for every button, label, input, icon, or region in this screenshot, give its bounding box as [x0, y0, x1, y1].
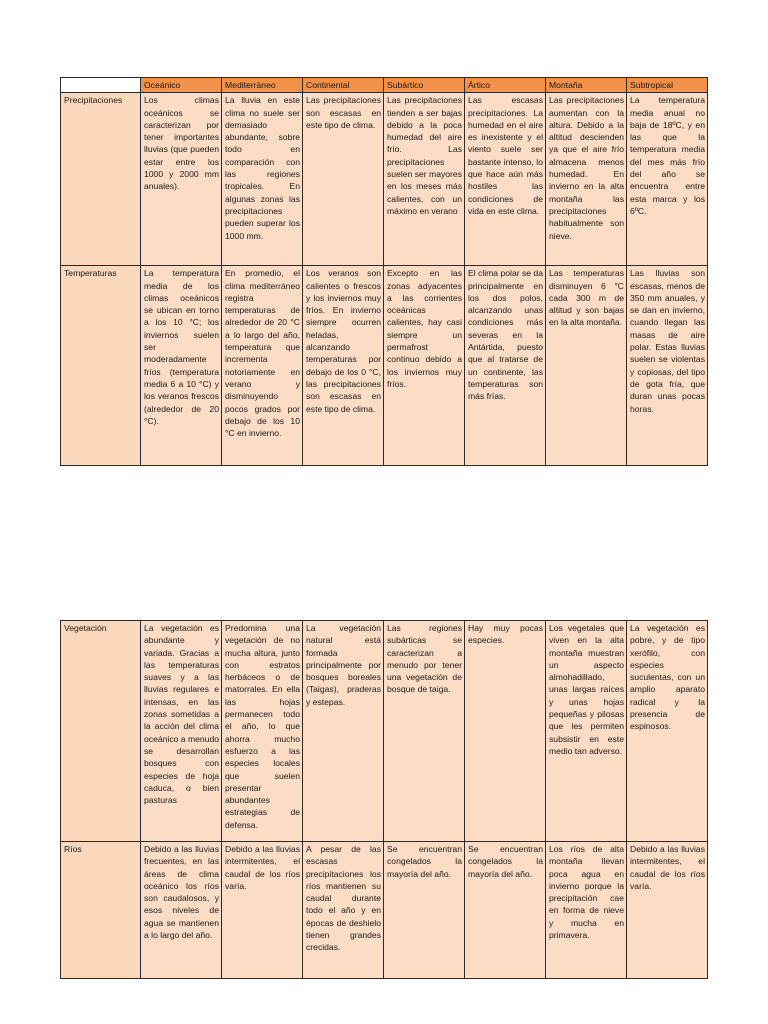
- table-cell: La vegetación natural está formada principalmente por bosques boreales (Taigas), praderas y estepas.: [303, 621, 384, 842]
- climate-table-top: [60, 77, 708, 466]
- table-cell: Los veranos son calientes o frescos y los inviernos muy fríos. En invierno siempre ocurren heladas, alcanzando temperaturas por debajo de los 0 °C, las precipitaciones son escasas en este tipo de clima.: [303, 266, 384, 466]
- table-cell: Se encuentran congelados la mayoría del año.: [465, 842, 546, 979]
- table-cell: Los climas oceánicos se caracterizan por tener importantes lluvias (que pueden estar entre los 1000 y 2000 mm anuales).: [141, 93, 222, 266]
- table-cell: Las escasas precipitaciones. La humedad en el aire es inexistente y el viento suele ser bastante intenso, lo que hace aún más hostiles las condiciones de vida en este clima.: [465, 93, 546, 266]
- table-cell: Debido a las lluvias intermitentes, el caudal de los ríos varía.: [222, 842, 303, 979]
- table-cell: Hay muy pocas especies.: [465, 621, 546, 842]
- table-cell: Las precipitaciones tienden a ser bajas debido a la poca humedad del aire frío. Las precipitaciones suelen ser mayores en los meses más calientes, con un máximo en verano: [384, 93, 465, 266]
- table-cell: Debido a las lluvias frecuentes, en las áreas de clima oceánico los ríos son caudalosos, y esos niveles de agua se mantienen a lo largo del año.: [141, 842, 222, 979]
- climate-table-bottom: [60, 620, 708, 979]
- table-cell: A pesar de las escasas precipitaciones los ríos mantienen su caudal durante todo el año y en épocas de deshielo tienen grandes crecidas.: [303, 842, 384, 979]
- table-cell: En promedio, el clima mediterráneo registra temperaturas de alrededor de 20 °C a lo largo del año, temperatura que incrementa notoriamente en verano y disminuyendo pocos grados por debajo de los 10 °C en invierno.: [222, 266, 303, 466]
- table-cell: Las lluvias son escasas, menos de 350 mm anuales, y se dan en invierno, cuando llegan las masas de aire polar. Estas lluvias suelen se violentas y copiosas, del tipo de gota fría, que duran unas pocas horas.: [627, 266, 708, 466]
- column-header-subartico: Subártico: [384, 78, 465, 93]
- table-cell: La lluvia en este clima no suele ser demasiado abundante, sobre todo en comparación con las regiones tropicales. En algunas zonas las precipitaciones pueden superar los 1000 mm.: [222, 93, 303, 266]
- table-cell: La vegetación es abundante y variada. Gracias a las temperaturas suaves y a las lluvias regulares e intensas, en las zonas sometidas a la acción del clima oceánico a menudo se desarrollan bosques con especies de hoja caduca, o bien pasturas: [141, 621, 222, 842]
- table-cell: Se encuentran congelados la mayoría del año.: [384, 842, 465, 979]
- header-row: [61, 78, 708, 93]
- table-cell: Las precipitaciones son escasas en este tipo de clima.: [303, 93, 384, 266]
- table-cell: La vegetación es pobre, y de tipo xerófilo, con especies suculentas, con un amplio aparato radical y la presencia de espinosos.: [627, 621, 708, 842]
- table-cell: Los vegetales que viven en la alta montaña muestran un aspecto almohadillado, unas largas raíces y unas hojas pequeñas y pilosas que les permiten subsistir en este medio tan adverso.: [546, 621, 627, 842]
- table-cell: Predomina una vegetación de no mucha altura, junto con estratos herbáceos o de matorrales. En ella las hojas permanecen todo el año, lo que ahorra mucho esfuerzo a las especies locales que suelen presentar abundantes estrategias de defensa.: [222, 621, 303, 842]
- table-cell: Las temperaturas disminuyen 6 °C cada 300 m de altitud y son bajas en la alta montaña.: [546, 266, 627, 466]
- table-cell: Las precipitaciones aumentan con la altura. Debido a la altitud descienden ya que el aire frío almacena menos humedad. En invierno en la alta montaña las precipitaciones habitualmente son nieve.: [546, 93, 627, 266]
- column-header-oceanico: Oceánico: [141, 78, 222, 93]
- table-cell: Las regiones subárticas se caracterizan a menudo por tener una vegetación de bosque de taiga.: [384, 621, 465, 842]
- table-cell: La temperatura media anual no baja de 18ºC, y en las que la temperatura media del mes más frío del año se encuentra entre esta marca y los 6ºC.: [627, 93, 708, 266]
- row-header-temperaturas: Temperaturas: [61, 266, 141, 466]
- row-header-vegetacion: Vegetación: [61, 621, 141, 842]
- row-header-rios: Ríos: [61, 842, 141, 979]
- table-row: [61, 621, 708, 842]
- column-header-mediterraneo: Mediterráneo: [222, 78, 303, 93]
- table-cell: Los ríos de alta montaña llevan poca agua en invierno porque la precipitación cae en forma de nieve y mucha en primavera.: [546, 842, 627, 979]
- table-row: [61, 93, 708, 266]
- table-cell: Excepto en las zonas adyacentes a las corrientes oceánicas calientes, hay casi siempre un permafrost continuo debido a los inviernos muy fríos.: [384, 266, 465, 466]
- column-header-artico: Ártico: [465, 78, 546, 93]
- column-header-continental: Continental: [303, 78, 384, 93]
- table-row: [61, 266, 708, 466]
- table-cell: La temperatura media de los climas oceánicos se ubican en torno a los 10 °C; los inviernos suelen ser moderadamente fríos (temperatura media 6 a 10 °C) y los veranos frescos (alrededor de 20 °C).: [141, 266, 222, 466]
- table-row: [61, 842, 708, 979]
- column-header-montana: Montaña: [546, 78, 627, 93]
- row-header-precipitaciones: Precipitaciones: [61, 93, 141, 266]
- table-cell: El clima polar se da principalmente en los dos polos, alcanzando unas condiciones más severas en la Antártida, puesto que al tratarse de un continente, las temperaturas son más frías.: [465, 266, 546, 466]
- header-corner: [61, 78, 141, 93]
- column-header-subtropical: Subtropical: [627, 78, 708, 93]
- table-cell: Debido a las lluvias intermitentes, el caudal de los ríos varía.: [627, 842, 708, 979]
